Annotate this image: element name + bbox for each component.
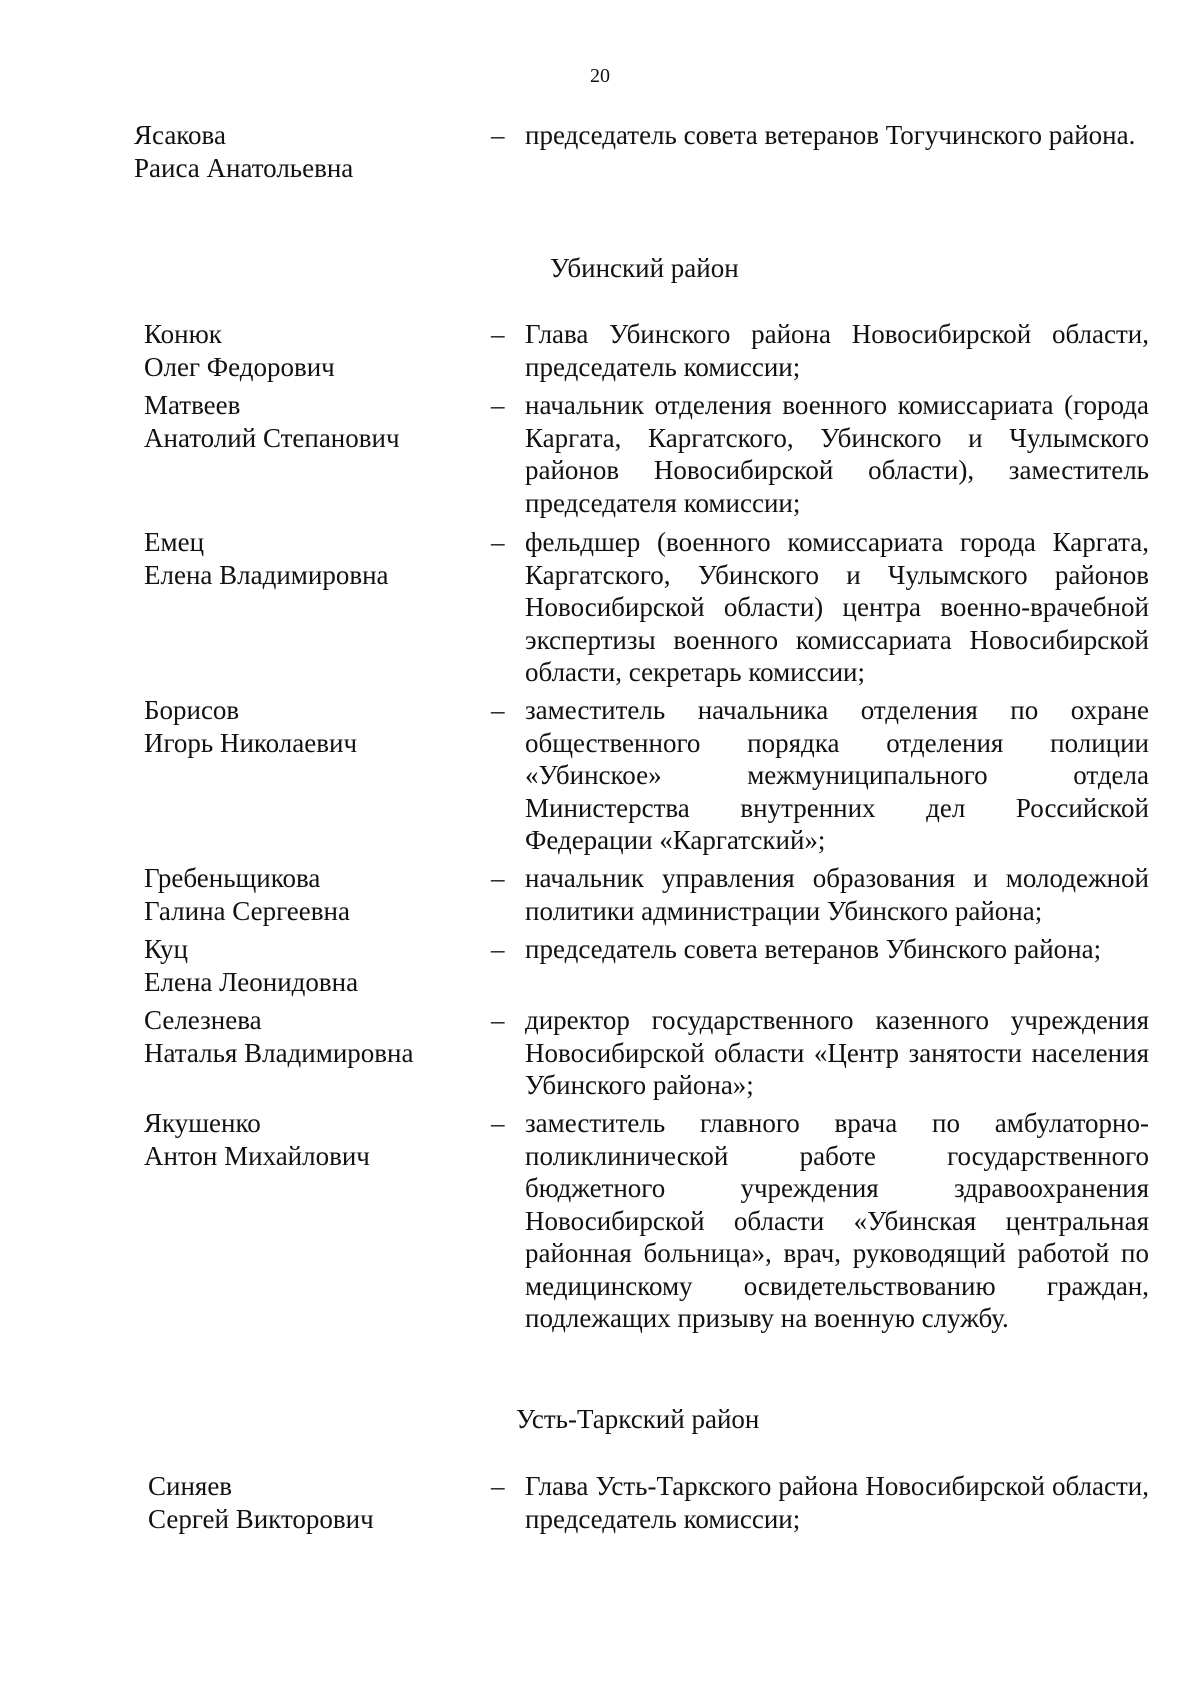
member-description: Глава Усть-Таркского района Новосибирской области, председатель комиссии; xyxy=(525,1471,1149,1534)
member-name xyxy=(134,119,464,184)
member-description: начальник управления образования и молодежной политики администрации Убинского района; xyxy=(525,863,1149,926)
member-surname: Борисов xyxy=(144,695,240,725)
member-name xyxy=(144,526,474,591)
member-description: заместитель начальника отделения по охране общественного порядка отделения полиции «Убинское» межмуниципального отдела Министерства внутренних дел Российской Федерации «Каргатский»; xyxy=(525,695,1149,855)
member-name xyxy=(144,318,474,383)
member-surname: Емец xyxy=(144,527,205,557)
member-given-names: Елена Владимировна xyxy=(144,559,389,590)
member-surname: Гребеньщикова xyxy=(144,863,321,893)
dash-separator: – xyxy=(491,390,505,420)
member-name xyxy=(144,933,474,998)
member-description: Глава Убинского района Новосибирской области, председатель комиссии; xyxy=(525,319,1149,382)
member-description xyxy=(525,119,1149,152)
member-description: директор государственного казенного учреждения Новосибирской области «Центр занятости населения Убинского района»; xyxy=(525,1005,1149,1100)
member-surname: Якушенко xyxy=(144,1108,261,1138)
member-name xyxy=(144,389,474,454)
dash-separator: – xyxy=(491,120,505,150)
member-given-names: Галина Сергеевна xyxy=(144,895,350,926)
member-given-names: Елена Леонидовна xyxy=(144,966,359,997)
dash-separator: – xyxy=(491,1108,505,1138)
member-surname: Конюк xyxy=(144,319,222,349)
member-given-names: Олег Федорович xyxy=(144,351,335,382)
member-name xyxy=(144,1004,474,1069)
member-name xyxy=(144,862,474,927)
dash-separator: – xyxy=(491,863,505,893)
dash-separator: – xyxy=(491,1471,505,1501)
member-surname: Матвеев xyxy=(144,390,241,420)
dash-separator: – xyxy=(491,319,505,349)
dash-separator: – xyxy=(491,934,505,964)
member-name xyxy=(148,1470,478,1535)
page-number: 20 xyxy=(590,65,610,87)
member-surname: Ясакова xyxy=(134,120,226,150)
member-name xyxy=(144,1107,474,1172)
member-given-names: Игорь Николаевич xyxy=(144,727,358,758)
member-given-names: Анатолий Степанович xyxy=(144,422,400,453)
description-text: председатель совета ветеранов Тогучинского района. xyxy=(525,120,1136,150)
member-description: начальник отделения военного комиссариата (города Каргата, Каргатского, Убинского и Чулымского районов Новосибирской области), заместитель председателя комиссии; xyxy=(525,390,1149,518)
member-given-names: Сергей Викторович xyxy=(148,1503,374,1534)
dash-separator: – xyxy=(491,1005,505,1035)
member-surname: Селезнева xyxy=(144,1005,262,1035)
member-surname: Синяев xyxy=(148,1471,233,1501)
member-given-names: Антон Михайлович xyxy=(144,1140,370,1171)
member-name xyxy=(144,694,474,759)
member-given-names: Раиса Анатольевна xyxy=(134,152,354,183)
dash-separator: – xyxy=(491,527,505,557)
member-description: заместитель главного врача по амбулаторно-поликлинической работе государственного бюджетного учреждения здравоохранения Новосибирской области «Убинская центральная районная больница», врач, руководящий работой по медицинскому освидетельствованию граждан, подлежащих призыву на военную службу. xyxy=(525,1108,1149,1333)
member-description: фельдшер (военного комиссариата города Каргата, Каргатского, Убинского и Чулымского районов Новосибирской области) центра военно-врачебной экспертизы военного комиссариата Новосибирской области, секретарь комиссии; xyxy=(525,527,1149,687)
member-surname: Куц xyxy=(144,934,188,964)
section-heading: Убинский район xyxy=(550,253,739,283)
member-description: председатель совета ветеранов Убинского района; xyxy=(525,934,1102,964)
member-given-names: Наталья Владимировна xyxy=(144,1037,414,1068)
section-heading: Усть-Таркский район xyxy=(516,1404,760,1434)
dash-separator: – xyxy=(491,695,505,725)
